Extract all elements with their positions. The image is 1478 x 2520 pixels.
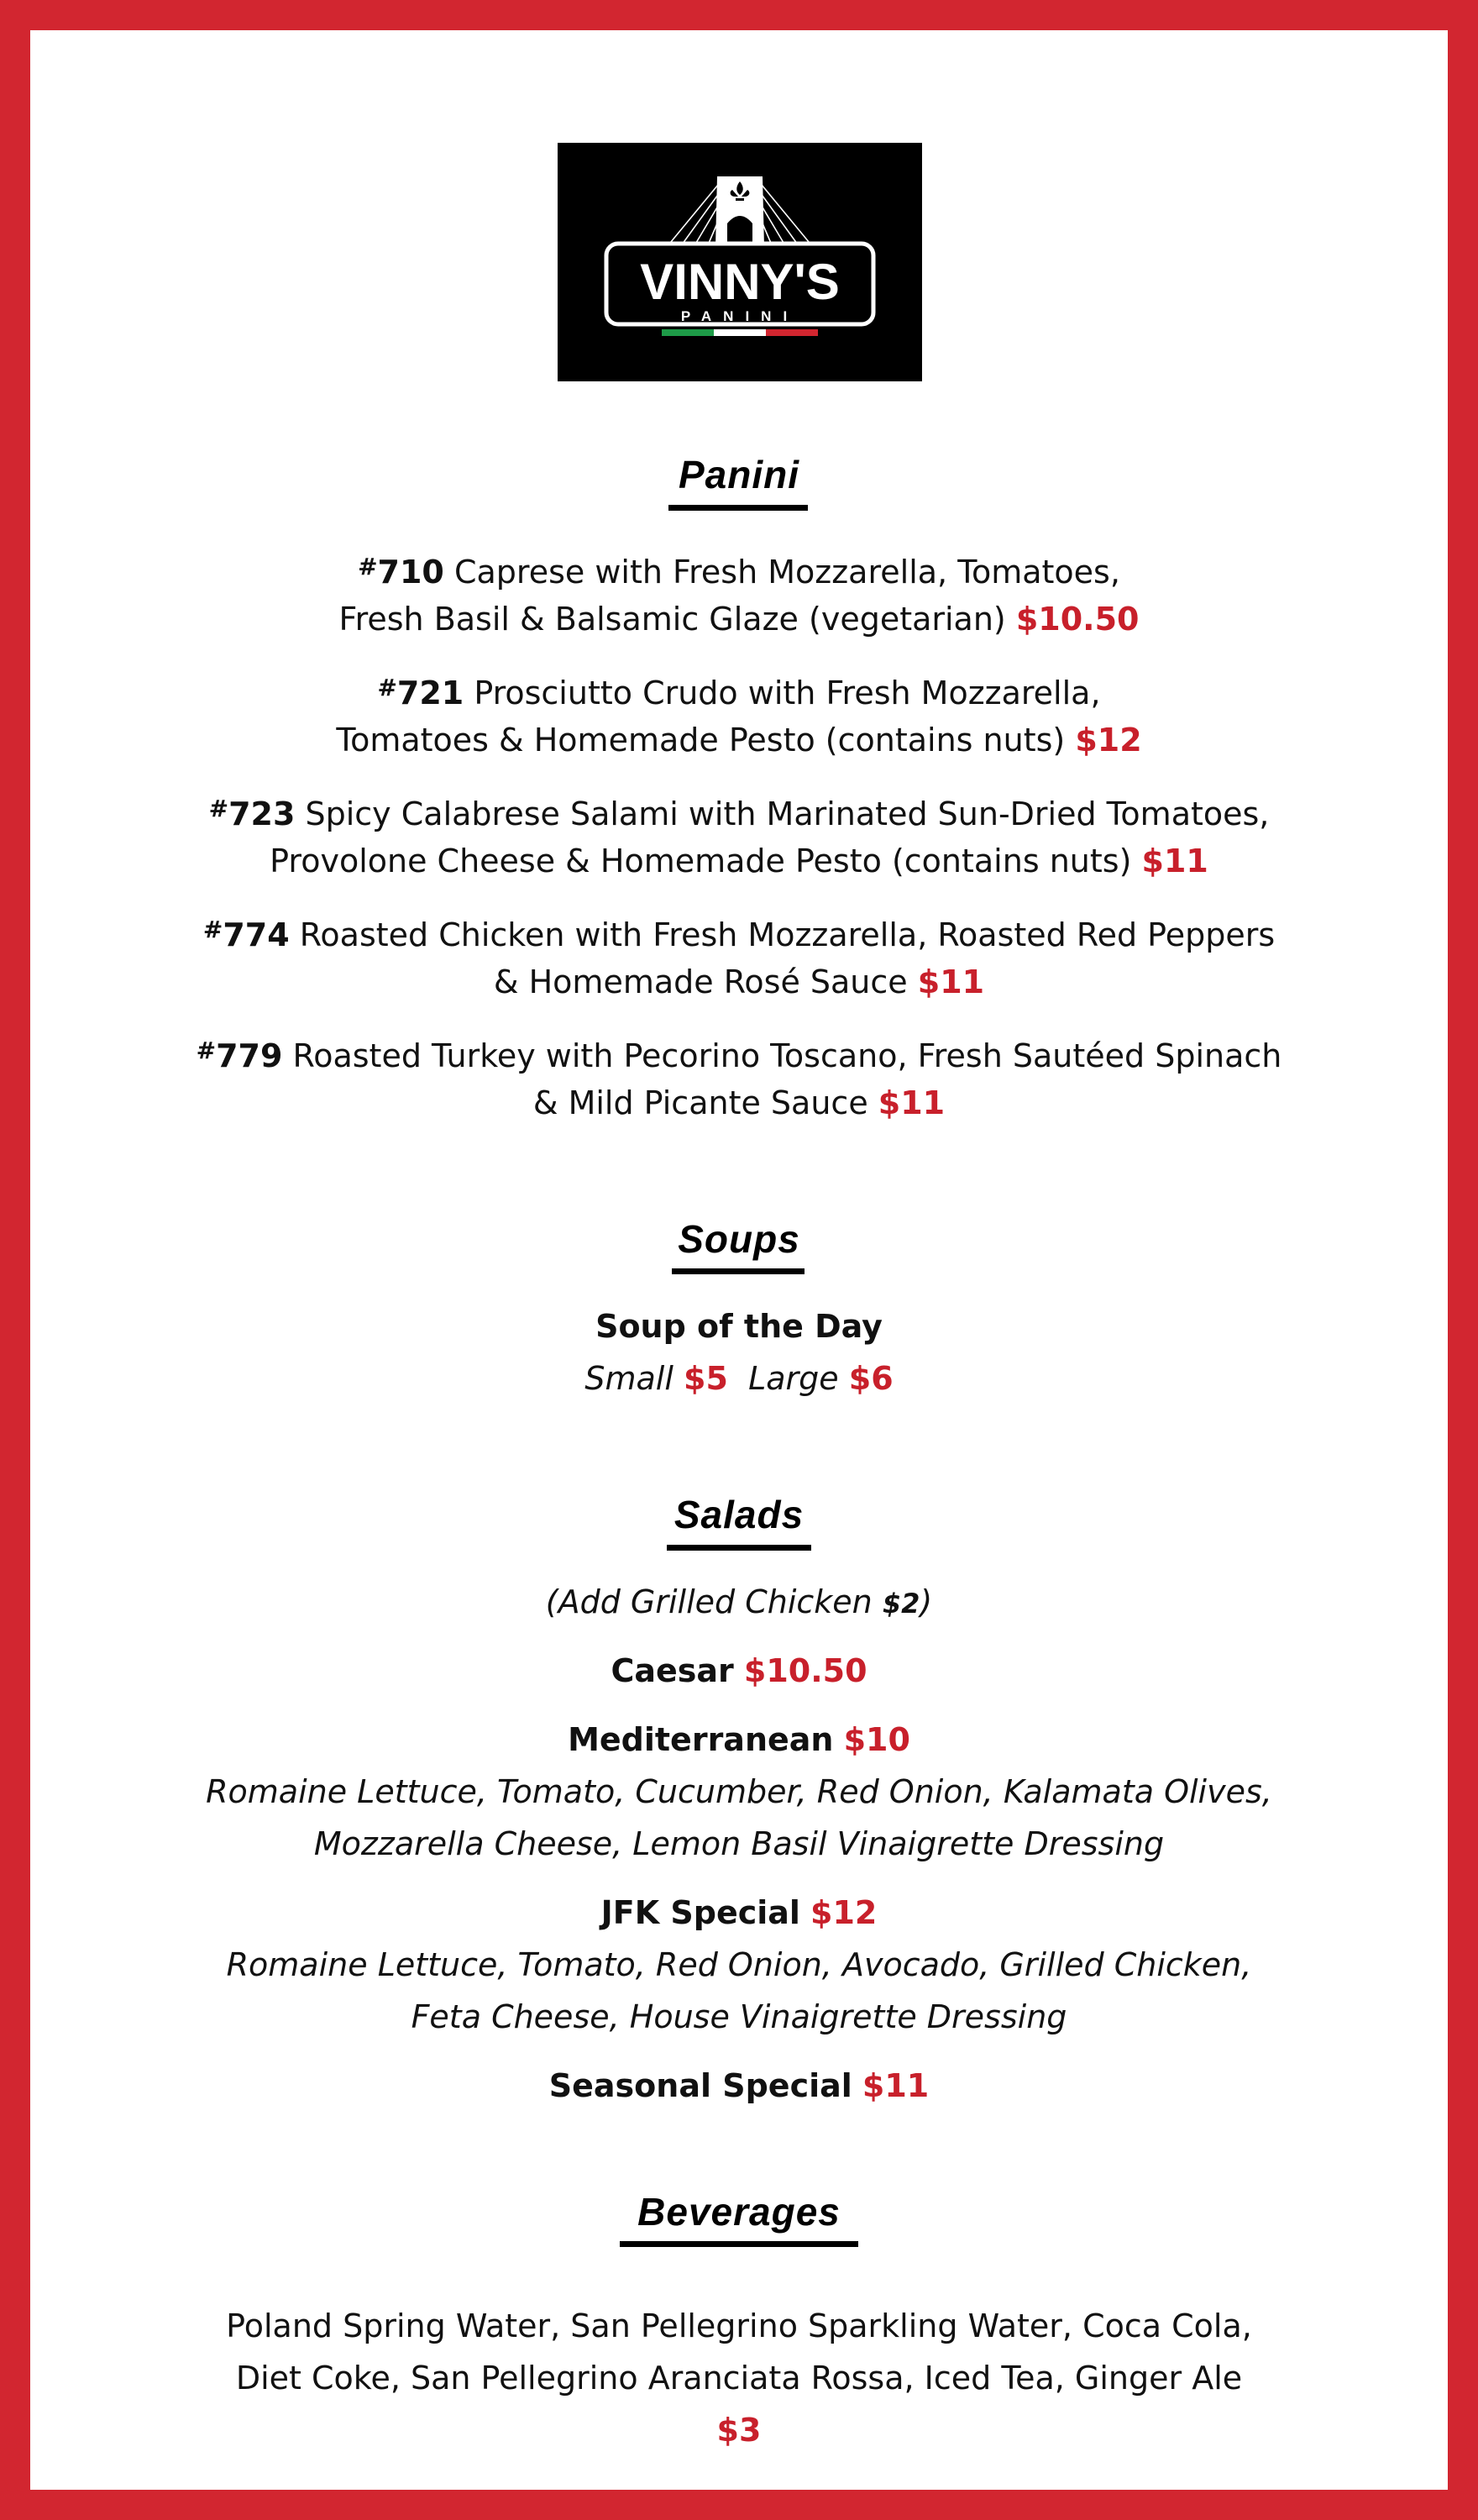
section-underline-salads	[667, 1545, 811, 1551]
panini-774-line1: #774 Roasted Chicken with Fresh Mozzarella, Roasted Red Peppers	[202, 916, 1276, 953]
salad-seasonal-line	[30, 2060, 1448, 2112]
salad-jfk-price: $12	[810, 1894, 878, 1931]
panini-710-line2	[30, 593, 1448, 645]
panini-774-line2	[30, 956, 1448, 1008]
panini-721-desc1: Prosciutto Crudo with Fresh Mozzarella,	[474, 675, 1101, 711]
panini-723-line1: #723 Spicy Calabrese Salami with Marinated Sun-Dried Tomatoes,	[208, 795, 1270, 832]
panini-723-desc2: Provolone Cheese & Homemade Pesto (contains nuts)	[270, 843, 1132, 879]
soup-name: Soup of the Day	[595, 1308, 883, 1345]
panini-710-desc1: Caprese with Fresh Mozzarella, Tomatoes,	[453, 554, 1120, 591]
panini-710-price: $10.50	[1015, 601, 1140, 638]
salad-jfk-desc1: Romaine Lettuce, Tomato, Red Onion, Avocado, Grilled Chicken,	[226, 1946, 1252, 1983]
panini-779-line1: #779 Roasted Turkey with Pecorino Toscano, Fresh Sautéed Spinach	[196, 1037, 1282, 1074]
soup-sizes-line	[30, 1352, 1448, 1404]
flag-red-stripe	[766, 329, 818, 336]
salad-jfk-desc2: Feta Cheese, House Vinaigrette Dressing	[411, 1998, 1067, 2035]
panini-774-desc1: Roasted Chicken with Fresh Mozzarella, Roasted Red Peppers	[299, 916, 1276, 953]
soup-name-line	[30, 1300, 1448, 1352]
brooklyn-bridge-logo-graphic	[558, 143, 922, 381]
salad-seasonal-name: Seasonal Special	[548, 2067, 852, 2104]
panini-723-price: $11	[1141, 843, 1208, 879]
panini-774-desc2: & Homemade Rosé Sauce	[493, 963, 908, 1000]
salad-addon-close: )	[920, 1583, 933, 1620]
soup-small-label: Small	[584, 1360, 673, 1397]
panini-723-line2	[30, 835, 1448, 887]
logo-subbrand-text: PANINI	[680, 308, 799, 324]
section-title-panini: Panini	[678, 453, 800, 496]
vinnys-panini-logo	[558, 143, 922, 381]
panini-710-line1: #710 Caprese with Fresh Mozzarella, Tomatoes,	[358, 553, 1120, 591]
salad-caesar-line	[30, 1645, 1448, 1697]
section-underline-soups	[672, 1268, 805, 1274]
menu-page	[30, 30, 1448, 2490]
flag-white-stripe	[714, 329, 766, 336]
salad-addon-text: (Add Grilled Chicken	[545, 1583, 873, 1620]
salad-caesar-price: $10.50	[743, 1652, 867, 1689]
salad-addon-price: $2	[882, 1588, 920, 1620]
salad-mediterranean-desc1: Romaine Lettuce, Tomato, Cucumber, Red Onion, Kalamata Olives,	[206, 1773, 1272, 1810]
salad-seasonal-price: $11	[862, 2067, 930, 2104]
beverages-line2: Diet Coke, San Pellegrino Aranciata Rossa, Iced Tea, Ginger Ale	[235, 2360, 1243, 2397]
salad-jfk-line	[30, 1887, 1448, 1939]
panini-721-line1: #721 Prosciutto Crudo with Fresh Mozzarella,	[377, 674, 1101, 711]
soup-large-price: $6	[848, 1360, 894, 1397]
beverages-line1: Poland Spring Water, San Pellegrino Sparkling Water, Coca Cola,	[226, 2307, 1252, 2344]
panini-710-desc2: Fresh Basil & Balsamic Glaze (vegetarian)	[338, 601, 1006, 638]
section-underline-panini	[668, 505, 808, 511]
beverages-price-line	[30, 2404, 1448, 2456]
panini-779-desc1: Roasted Turkey with Pecorino Toscano, Fresh Sautéed Spinach	[292, 1037, 1282, 1074]
salad-addon-line	[30, 1576, 1448, 1630]
panini-779-desc2: & Mild Picante Sauce	[532, 1084, 868, 1121]
panini-774-price: $11	[917, 963, 985, 1000]
beverages-price: $3	[716, 2412, 762, 2449]
panini-723-desc1: Spicy Calabrese Salami with Marinated Sun-Dried Tomatoes,	[305, 795, 1270, 832]
section-title-soups: Soups	[678, 1217, 800, 1261]
panini-723-number: 723	[228, 795, 296, 832]
salad-mediterranean-price: $10	[843, 1721, 910, 1758]
panini-710-number: 710	[377, 554, 444, 591]
soup-large-label: Large	[748, 1360, 839, 1397]
logo-brand-text: VINNY'S	[640, 254, 840, 310]
salad-caesar-name: Caesar	[611, 1652, 734, 1689]
section-title-beverages: Beverages	[637, 2190, 841, 2234]
panini-721-desc2: Tomatoes & Homemade Pesto (contains nuts)	[336, 722, 1066, 759]
panini-779-line2	[30, 1077, 1448, 1129]
salad-mediterranean-desc2: Mozzarella Cheese, Lemon Basil Vinaigrette Dressing	[313, 1825, 1165, 1862]
panini-779-price: $11	[878, 1084, 946, 1121]
soup-small-price: $5	[684, 1360, 728, 1397]
salad-jfk-name: JFK Special	[600, 1894, 800, 1931]
panini-721-price: $12	[1075, 722, 1142, 759]
section-underline-beverages	[620, 2241, 858, 2247]
section-title-salads: Salads	[673, 1493, 805, 1536]
panini-721-line2	[30, 714, 1448, 766]
panini-774-number: 774	[223, 916, 290, 953]
panini-779-number: 779	[216, 1037, 283, 1074]
panini-721-number: 721	[396, 675, 464, 711]
salad-mediterranean-name: Mediterranean	[568, 1721, 834, 1758]
flag-green-stripe	[662, 329, 714, 336]
salad-mediterranean-line	[30, 1714, 1448, 1766]
